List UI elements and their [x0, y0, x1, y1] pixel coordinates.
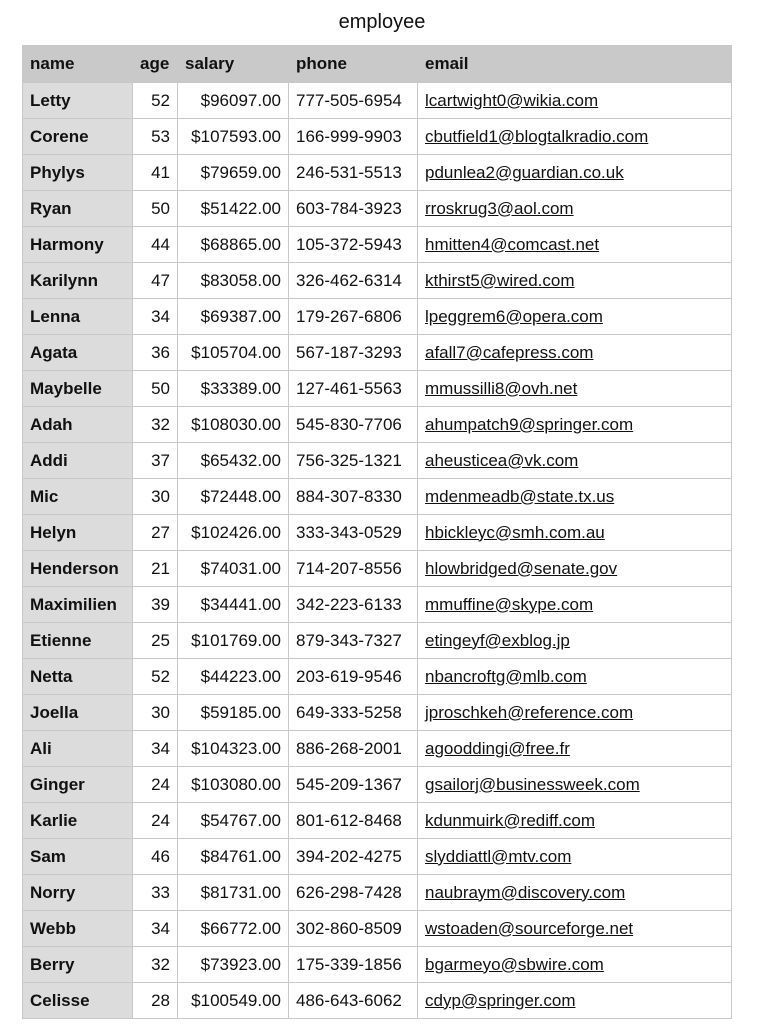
email-link[interactable]: mmussilli8@ovh.net — [425, 378, 578, 398]
email-link[interactable]: cdyp@springer.com — [425, 990, 576, 1010]
cell-age: 32 — [133, 947, 178, 983]
cell-email — [418, 947, 732, 983]
cell-salary: $66772.00 — [178, 911, 289, 947]
cell-age: 32 — [133, 407, 178, 443]
cell-phone: 886-268-2001 — [289, 731, 418, 767]
table-row[interactable] — [23, 479, 732, 515]
cell-salary: $44223.00 — [178, 659, 289, 695]
cell-email — [418, 551, 732, 587]
table-row[interactable] — [23, 551, 732, 587]
cell-salary: $84761.00 — [178, 839, 289, 875]
cell-email — [418, 659, 732, 695]
cell-name: Corene — [23, 119, 133, 155]
email-link[interactable]: jproschkeh@reference.com — [425, 702, 634, 722]
cell-email — [418, 803, 732, 839]
cell-name: Netta — [23, 659, 133, 695]
cell-email — [418, 623, 732, 659]
cell-age: 24 — [133, 767, 178, 803]
cell-phone: 567-187-3293 — [289, 335, 418, 371]
column-header-email[interactable]: email — [418, 46, 732, 83]
cell-phone: 714-207-8556 — [289, 551, 418, 587]
table-row[interactable] — [23, 191, 732, 227]
cell-age: 30 — [133, 479, 178, 515]
cell-name: Sam — [23, 839, 133, 875]
cell-phone: 302-860-8509 — [289, 911, 418, 947]
column-header-salary[interactable]: salary — [178, 46, 289, 83]
cell-salary: $69387.00 — [178, 299, 289, 335]
table-row[interactable] — [23, 371, 732, 407]
table-row[interactable] — [23, 911, 732, 947]
cell-name: Joella — [23, 695, 133, 731]
cell-name: Maybelle — [23, 371, 133, 407]
cell-salary: $101769.00 — [178, 623, 289, 659]
cell-phone: 649-333-5258 — [289, 695, 418, 731]
cell-salary: $34441.00 — [178, 587, 289, 623]
cell-salary: $73923.00 — [178, 947, 289, 983]
cell-name: Ryan — [23, 191, 133, 227]
cell-phone: 884-307-8330 — [289, 479, 418, 515]
cell-name: Harmony — [23, 227, 133, 263]
cell-age: 34 — [133, 731, 178, 767]
table-row[interactable] — [23, 515, 732, 551]
cell-email — [418, 515, 732, 551]
email-link[interactable]: hlowbridged@senate.gov — [425, 558, 618, 578]
cell-name: Maximilien — [23, 587, 133, 623]
column-header-phone[interactable]: phone — [289, 46, 418, 83]
email-link[interactable]: pdunlea2@guardian.co.uk — [425, 162, 624, 182]
cell-age: 36 — [133, 335, 178, 371]
cell-age: 27 — [133, 515, 178, 551]
table-body — [23, 83, 732, 1019]
cell-salary: $100549.00 — [178, 983, 289, 1019]
cell-age: 39 — [133, 587, 178, 623]
cell-phone: 342-223-6133 — [289, 587, 418, 623]
cell-name: Agata — [23, 335, 133, 371]
cell-age: 25 — [133, 623, 178, 659]
table-row[interactable] — [23, 623, 732, 659]
cell-name: Berry — [23, 947, 133, 983]
table-row[interactable] — [23, 155, 732, 191]
cell-age: 46 — [133, 839, 178, 875]
table-row[interactable] — [23, 443, 732, 479]
cell-age: 52 — [133, 83, 178, 119]
cell-age: 21 — [133, 551, 178, 587]
table-row[interactable] — [23, 947, 732, 983]
cell-name: Henderson — [23, 551, 133, 587]
employee-table — [22, 45, 732, 1019]
cell-age: 50 — [133, 191, 178, 227]
cell-salary: $59185.00 — [178, 695, 289, 731]
cell-salary: $74031.00 — [178, 551, 289, 587]
email-link[interactable]: naubraym@discovery.com — [425, 882, 626, 902]
cell-salary: $33389.00 — [178, 371, 289, 407]
table-row[interactable] — [23, 803, 732, 839]
cell-name: Norry — [23, 875, 133, 911]
table-row[interactable] — [23, 263, 732, 299]
cell-email — [418, 695, 732, 731]
cell-salary: $54767.00 — [178, 803, 289, 839]
email-link[interactable]: hbickleyc@smh.com.au — [425, 522, 605, 542]
cell-phone: 246-531-5513 — [289, 155, 418, 191]
email-link[interactable]: wstoaden@sourceforge.net — [425, 918, 634, 938]
cell-name: Ali — [23, 731, 133, 767]
cell-email — [418, 119, 732, 155]
cell-age: 24 — [133, 803, 178, 839]
cell-name: Karlie — [23, 803, 133, 839]
table-row[interactable] — [23, 407, 732, 443]
cell-age: 41 — [133, 155, 178, 191]
cell-phone: 333-343-0529 — [289, 515, 418, 551]
cell-phone: 801-612-8468 — [289, 803, 418, 839]
cell-name: Karilynn — [23, 263, 133, 299]
cell-name: Helyn — [23, 515, 133, 551]
table-row[interactable] — [23, 335, 732, 371]
email-link[interactable]: ahumpatch9@springer.com — [425, 414, 634, 434]
cell-phone: 127-461-5563 — [289, 371, 418, 407]
email-link[interactable]: mmuffine@skype.com — [425, 594, 594, 614]
cell-name: Letty — [23, 83, 133, 119]
cell-phone: 105-372-5943 — [289, 227, 418, 263]
cell-age: 50 — [133, 371, 178, 407]
cell-age: 53 — [133, 119, 178, 155]
cell-phone: 545-830-7706 — [289, 407, 418, 443]
cell-name: Ginger — [23, 767, 133, 803]
cell-age: 47 — [133, 263, 178, 299]
cell-email — [418, 335, 732, 371]
cell-name: Webb — [23, 911, 133, 947]
email-link[interactable]: aheusticea@vk.com — [425, 450, 579, 470]
cell-salary: $108030.00 — [178, 407, 289, 443]
email-link[interactable]: etingeyf@exblog.jp — [425, 630, 570, 650]
cell-phone: 175-339-1856 — [289, 947, 418, 983]
email-link[interactable]: nbancroftg@mlb.com — [425, 666, 587, 686]
table-row[interactable] — [23, 227, 732, 263]
email-link[interactable]: mdenmeadb@state.tx.us — [425, 486, 615, 506]
cell-name: Etienne — [23, 623, 133, 659]
table-row[interactable] — [23, 119, 732, 155]
cell-email — [418, 263, 732, 299]
header-row — [23, 46, 732, 83]
cell-salary: $81731.00 — [178, 875, 289, 911]
email-link[interactable]: agooddingi@free.fr — [425, 738, 570, 758]
table-row[interactable] — [23, 299, 732, 335]
email-link[interactable]: kdunmuirk@rediff.com — [425, 810, 595, 830]
table-row[interactable] — [23, 695, 732, 731]
email-link[interactable]: lpeggrem6@opera.com — [425, 306, 603, 326]
cell-email — [418, 191, 732, 227]
cell-age: 28 — [133, 983, 178, 1019]
cell-name: Celisse — [23, 983, 133, 1019]
cell-name: Mic — [23, 479, 133, 515]
cell-salary: $103080.00 — [178, 767, 289, 803]
cell-phone: 326-462-6314 — [289, 263, 418, 299]
cell-email — [418, 983, 732, 1019]
column-header-name[interactable]: name — [23, 46, 133, 83]
table-header — [23, 46, 732, 83]
cell-email — [418, 227, 732, 263]
cell-salary: $102426.00 — [178, 515, 289, 551]
cell-phone: 777-505-6954 — [289, 83, 418, 119]
email-link[interactable]: afall7@cafepress.com — [425, 342, 594, 362]
cell-salary: $51422.00 — [178, 191, 289, 227]
cell-email — [418, 911, 732, 947]
cell-email — [418, 839, 732, 875]
email-link[interactable]: rroskrug3@aol.com — [425, 198, 574, 218]
table-row[interactable] — [23, 767, 732, 803]
cell-phone: 203-619-9546 — [289, 659, 418, 695]
cell-age: 34 — [133, 299, 178, 335]
cell-name: Lenna — [23, 299, 133, 335]
email-link[interactable]: slyddiattl@mtv.com — [425, 846, 572, 866]
cell-email — [418, 875, 732, 911]
cell-age: 30 — [133, 695, 178, 731]
cell-email — [418, 731, 732, 767]
cell-salary: $68865.00 — [178, 227, 289, 263]
cell-email — [418, 83, 732, 119]
column-header-age[interactable]: age — [133, 46, 178, 83]
cell-age: 34 — [133, 911, 178, 947]
table-row[interactable] — [23, 983, 732, 1019]
cell-phone: 166-999-9903 — [289, 119, 418, 155]
email-link[interactable]: bgarmeyo@sbwire.com — [425, 954, 604, 974]
email-link[interactable]: hmitten4@comcast.net — [425, 234, 600, 254]
cell-salary: $107593.00 — [178, 119, 289, 155]
cell-email — [418, 299, 732, 335]
cell-age: 52 — [133, 659, 178, 695]
cell-salary: $104323.00 — [178, 731, 289, 767]
email-link[interactable]: cbutfield1@blogtalkradio.com — [425, 126, 649, 146]
cell-phone: 545-209-1367 — [289, 767, 418, 803]
cell-salary: $83058.00 — [178, 263, 289, 299]
cell-email — [418, 407, 732, 443]
cell-age: 44 — [133, 227, 178, 263]
cell-age: 37 — [133, 443, 178, 479]
cell-salary: $96097.00 — [178, 83, 289, 119]
cell-phone: 179-267-6806 — [289, 299, 418, 335]
email-link[interactable]: gsailorj@businessweek.com — [425, 774, 640, 794]
table-row[interactable] — [23, 875, 732, 911]
cell-email — [418, 155, 732, 191]
cell-phone: 486-643-6062 — [289, 983, 418, 1019]
page-title: employee — [338, 11, 426, 33]
cell-email — [418, 371, 732, 407]
cell-email — [418, 767, 732, 803]
cell-name: Phylys — [23, 155, 133, 191]
cell-salary: $79659.00 — [178, 155, 289, 191]
cell-age: 33 — [133, 875, 178, 911]
cell-email — [418, 479, 732, 515]
cell-name: Adah — [23, 407, 133, 443]
table-row[interactable] — [23, 731, 732, 767]
table-row[interactable] — [23, 839, 732, 875]
cell-name: Addi — [23, 443, 133, 479]
email-link[interactable]: kthirst5@wired.com — [425, 270, 575, 290]
cell-salary: $105704.00 — [178, 335, 289, 371]
table-row[interactable] — [23, 659, 732, 695]
email-link[interactable]: lcartwight0@wikia.com — [425, 90, 599, 110]
cell-email — [418, 443, 732, 479]
cell-phone: 626-298-7428 — [289, 875, 418, 911]
table-row[interactable] — [23, 587, 732, 623]
cell-email — [418, 587, 732, 623]
cell-salary: $65432.00 — [178, 443, 289, 479]
cell-phone: 603-784-3923 — [289, 191, 418, 227]
cell-phone: 879-343-7327 — [289, 623, 418, 659]
cell-phone: 756-325-1321 — [289, 443, 418, 479]
cell-phone: 394-202-4275 — [289, 839, 418, 875]
cell-salary: $72448.00 — [178, 479, 289, 515]
table-row[interactable] — [23, 83, 732, 119]
